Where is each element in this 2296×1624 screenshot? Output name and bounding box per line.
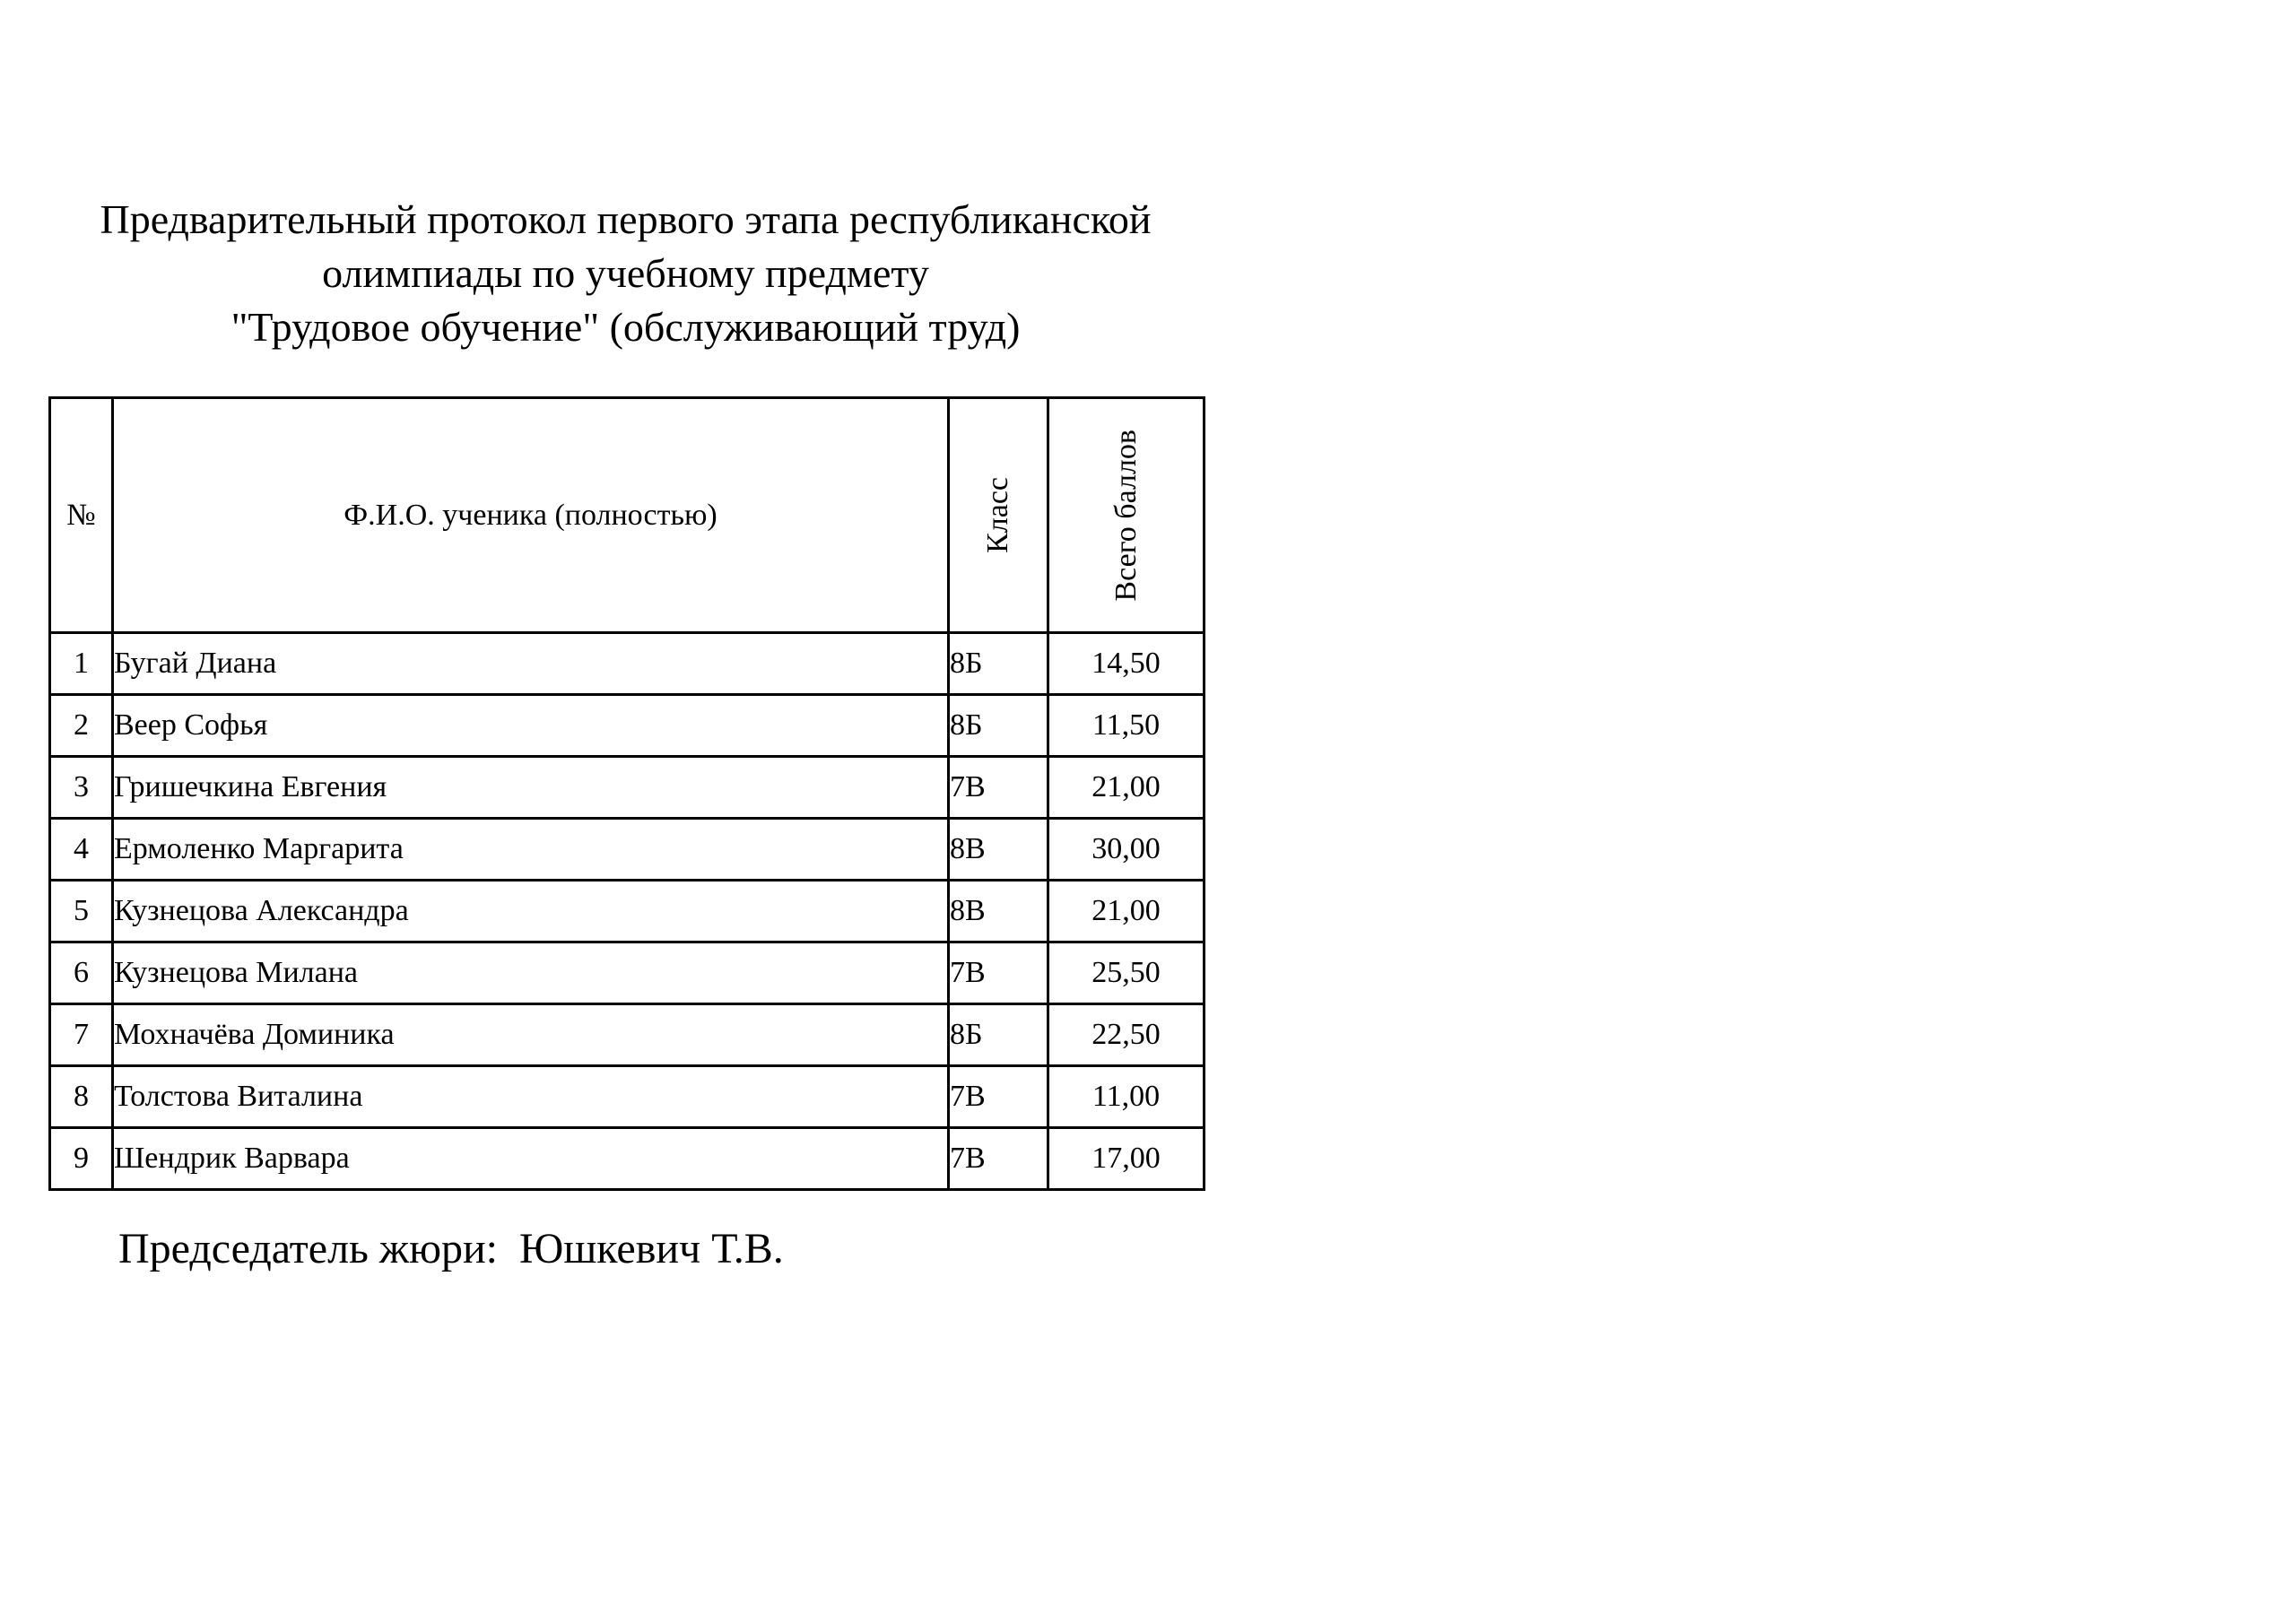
jury-chair-signature: Председатель жюри: Юшкевич Т.В. [118,1225,784,1272]
student-score: 25,50 [1048,942,1205,1004]
row-number: 6 [50,942,113,1004]
row-number: 5 [50,881,113,942]
row-number: 4 [50,819,113,881]
student-name: Кузнецова Александра [113,881,949,942]
header-score-cell [1048,398,1205,633]
student-name: Бугай Диана [113,633,949,695]
student-class: 7В [949,1128,1048,1190]
student-name: Кузнецова Милана [113,942,949,1004]
row-number: 7 [50,1004,113,1066]
student-name: Веер Софья [113,695,949,757]
table-row [50,819,1205,881]
row-number: 3 [50,757,113,819]
table-row [50,1004,1205,1066]
student-score: 22,50 [1048,1004,1205,1066]
table-row [50,1066,1205,1128]
student-name: Шендрик Варвара [113,1128,949,1190]
student-score: 17,00 [1048,1128,1205,1190]
header-number: № [50,398,113,633]
table-row [50,695,1205,757]
student-name: Ермоленко Маргарита [113,819,949,881]
student-class: 7В [949,757,1048,819]
student-score: 21,00 [1048,757,1205,819]
table-row [50,1128,1205,1190]
student-class: 7В [949,942,1048,1004]
student-score: 11,00 [1048,1066,1205,1128]
table-row [50,942,1205,1004]
student-class: 8Б [949,695,1048,757]
title-line-1: Предварительный протокол первого этапа республиканской [100,196,1152,242]
student-class: 8Б [949,1004,1048,1066]
table-row [50,881,1205,942]
student-name: Толстова Виталина [113,1066,949,1128]
title-line-3: "Трудовое обучение" (обслуживающий труд) [230,304,1021,350]
student-name: Мохначёва Доминика [113,1004,949,1066]
row-number: 1 [50,633,113,695]
table-row [50,757,1205,819]
table-header-row [50,398,1205,633]
row-number: 9 [50,1128,113,1190]
student-score: 21,00 [1048,881,1205,942]
header-class: Класс [981,477,1014,553]
header-class-cell [949,398,1048,633]
student-class: 7В [949,1066,1048,1128]
row-number: 2 [50,695,113,757]
row-number: 8 [50,1066,113,1128]
student-score: 14,50 [1048,633,1205,695]
student-class: 8Б [949,633,1048,695]
document-title [49,193,1202,354]
header-student-name: Ф.И.О. ученика (полностью) [113,398,949,633]
student-score: 11,50 [1048,695,1205,757]
student-class: 8В [949,881,1048,942]
title-line-2: олимпиады по учебному предмету [322,250,929,296]
table-row [50,633,1205,695]
student-class: 8В [949,819,1048,881]
header-total-score: Всего баллов [1109,429,1143,602]
results-table [48,396,1205,1191]
student-score: 30,00 [1048,819,1205,881]
student-name: Гришечкина Евгения [113,757,949,819]
